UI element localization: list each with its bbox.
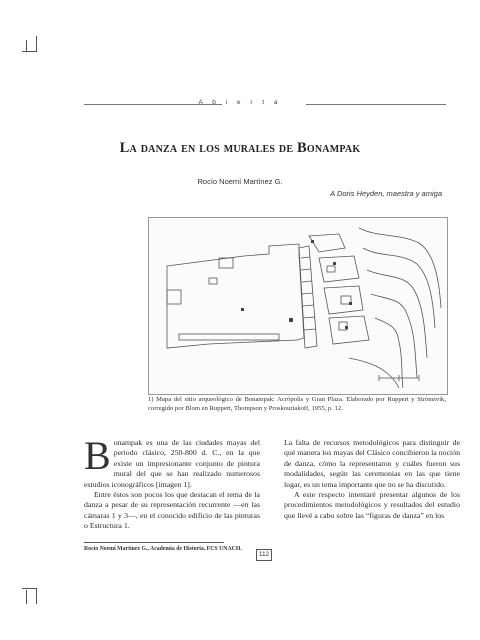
paragraph — [84, 433, 260, 490]
header-rule-right — [306, 104, 446, 105]
crop-mark — [22, 51, 36, 52]
site-map-figure — [148, 217, 448, 395]
figure-caption: 1) Mapa del sitio arqueológico de Bonampak: Acrópolis y Gran Plaza. Elaborado por Ruppert y Strómsvik, corregido por Blom en Ruppert, Thompson y Proskouriakoff, 1955, p. 12. — [148, 396, 446, 412]
body-column-right — [284, 438, 460, 521]
crop-mark — [26, 590, 27, 604]
paragraph: Entre éstos son pocos los que destacan el tema de la danza a pesar de su representación recurrente —en las cámaras 1 y 3—, en el conocido edificio de las pinturas o Estructura 1. — [84, 490, 260, 531]
article-author: Rocío Noemí Martínez G. — [197, 177, 283, 186]
footnote: Rocío Noemí Martínez G., Academia de Historia, FCS UNACH. — [84, 546, 242, 552]
paragraph-text: onampak es una de las ciudades mayas del periodo clásico, 250-800 d. C., en la que existe un impresionante conjunto de pintura mural del que se han realizado numerosos estudios iconográficos [imagen 1]. — [84, 438, 260, 489]
section-label: A b i e r t a — [198, 99, 282, 106]
paragraph: La falta de recursos metodológicos para distinguir de qué manera los mayas del Clásico concibieron la noción de danza, cómo la representaron y cuáles fueron sus modalidades, según las ceremonias en las que tiene lugar, es un tema importante que no se ha discutido. — [284, 438, 460, 489]
article-title: La danza en los murales de Bonampak — [119, 140, 361, 156]
body-column-left — [84, 433, 260, 532]
article-dedication: A Doris Heyden, maestra y amiga — [330, 189, 442, 198]
paragraph: A este respecto intentaré presentar algunos de los procedimientos metodológicos y resultados del estudio que llevé a cabo sobre las “figuras de danza” en los — [284, 490, 460, 520]
crop-mark — [26, 40, 27, 52]
crop-mark — [36, 36, 37, 52]
page-number: 112 — [256, 549, 272, 561]
crop-mark — [36, 588, 37, 604]
site-map-drawing — [149, 218, 447, 394]
crop-mark — [22, 588, 36, 589]
drop-cap: B — [84, 433, 111, 478]
footnote-rule — [84, 542, 224, 543]
